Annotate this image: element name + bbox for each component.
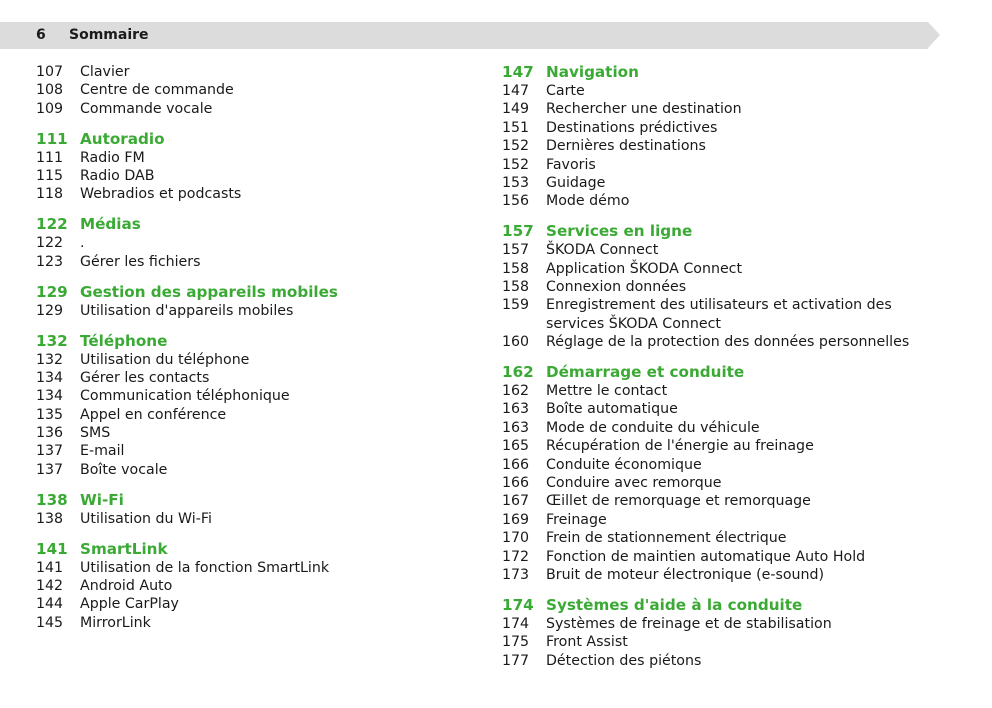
toc-entry[interactable] <box>36 461 456 479</box>
toc-entry[interactable] <box>502 119 952 137</box>
entry-page-number: 111 <box>36 149 64 166</box>
entry-page-number: 138 <box>36 510 64 527</box>
toc-entry[interactable] <box>36 442 456 460</box>
entry-page-number: 157 <box>502 242 530 259</box>
entry-page-number: 144 <box>36 596 64 613</box>
entry-title: Réglage de la protection des données personnelles <box>546 334 910 351</box>
entry-title: Appel en conférence <box>80 406 227 423</box>
entry-title: Gérer les contacts <box>80 369 210 386</box>
entry-title: Dernières destinations <box>546 138 706 155</box>
entry-title: Radio DAB <box>80 168 155 185</box>
entry-page-number: 175 <box>502 634 530 651</box>
toc-entry[interactable] <box>36 595 456 613</box>
entry-page-number: 170 <box>502 530 530 547</box>
entry-title: Mode démo <box>546 193 630 210</box>
entry-page-number: 134 <box>36 369 64 386</box>
entry-page-number: 152 <box>502 138 530 155</box>
toc-entry[interactable] <box>502 382 952 400</box>
header-arrow <box>928 22 940 48</box>
entry-page-number: 135 <box>36 406 64 423</box>
entry-title: Destinations prédictives <box>546 119 718 136</box>
entry-title: Utilisation du Wi-Fi <box>80 510 212 527</box>
entry-title: Webradios et podcasts <box>80 186 242 203</box>
toc-entry[interactable] <box>36 406 456 424</box>
entry-page-number: 145 <box>36 614 64 631</box>
page-title: Sommaire <box>69 27 149 43</box>
entry-title: Frein de stationnement électrique <box>546 530 787 547</box>
toc-entry[interactable] <box>502 437 952 455</box>
toc-section-heading[interactable] <box>36 491 456 510</box>
entry-title: Utilisation du téléphone <box>80 351 250 368</box>
toc-entry[interactable] <box>502 633 952 651</box>
toc-section-heading[interactable] <box>36 130 456 149</box>
toc-entry[interactable] <box>502 156 952 174</box>
entry-title: Clavier <box>80 64 130 80</box>
entry-title: Utilisation d'appareils mobiles <box>80 302 294 319</box>
toc-entry[interactable] <box>502 333 952 351</box>
entry-title: E-mail <box>80 443 125 460</box>
section-page-number: 147 <box>502 63 534 81</box>
toc-entry[interactable] <box>36 100 456 118</box>
entry-page-number: 152 <box>502 156 530 173</box>
toc-right-column <box>502 63 952 670</box>
entry-page-number: 172 <box>502 548 530 565</box>
entry-page-number: 134 <box>36 388 64 405</box>
entry-page-number: 165 <box>502 438 530 455</box>
toc-left-column <box>36 63 456 632</box>
entry-page-number: 174 <box>502 615 530 632</box>
entry-page-number: 151 <box>502 119 530 136</box>
entry-page-number: 153 <box>502 174 530 191</box>
entry-title: Freinage <box>546 511 607 528</box>
entry-title: Rechercher une destination <box>546 101 742 118</box>
toc-entry[interactable] <box>36 559 456 577</box>
entry-title: Boîte automatique <box>546 401 678 418</box>
toc-entry[interactable] <box>36 369 456 387</box>
toc-entry[interactable] <box>502 548 952 566</box>
toc-entry[interactable] <box>36 351 456 369</box>
toc-section-heading[interactable] <box>36 332 456 351</box>
section-title: Wi-Fi <box>80 490 124 509</box>
toc-entry[interactable] <box>502 82 952 100</box>
toc-section-heading[interactable] <box>502 222 952 241</box>
page-number: 6 <box>36 27 46 43</box>
section-page-number: 138 <box>36 490 68 509</box>
toc-entry[interactable] <box>502 529 952 547</box>
entry-page-number: 107 <box>36 64 64 80</box>
section-page-number: 129 <box>36 282 68 301</box>
toc-entry[interactable] <box>502 174 952 192</box>
toc-section-heading[interactable] <box>502 63 952 82</box>
entry-title: Communication téléphonique <box>80 388 290 405</box>
toc-entry[interactable] <box>502 241 952 259</box>
entry-title: Enregistrement des utilisateurs et activation des services ŠKODA Connect <box>546 297 892 332</box>
entry-page-number: 166 <box>502 456 530 473</box>
entry-title: Guidage <box>546 174 606 191</box>
section-page-number: 157 <box>502 222 534 241</box>
toc-entry[interactable] <box>36 81 456 99</box>
toc-entry[interactable] <box>36 185 456 203</box>
entry-page-number: 137 <box>36 461 64 478</box>
entry-title: Boîte vocale <box>80 461 168 478</box>
entry-page-number: 118 <box>36 186 64 203</box>
entry-page-number: 158 <box>502 260 530 277</box>
entry-page-number: 129 <box>36 302 64 319</box>
toc-entry[interactable] <box>502 492 952 510</box>
entry-title: Carte <box>546 83 585 99</box>
section-page-number: 132 <box>36 331 68 350</box>
entry-title: Radio FM <box>80 149 145 166</box>
section-title: Services en ligne <box>546 222 693 241</box>
entry-page-number: 109 <box>36 100 64 117</box>
section-title: Démarrage et conduite <box>546 363 745 382</box>
entry-title: Gérer les fichiers <box>80 253 201 270</box>
toc-entry[interactable] <box>502 474 952 492</box>
section-title: Gestion des appareils mobiles <box>80 282 338 301</box>
entry-title: Application ŠKODA Connect <box>546 260 743 277</box>
toc-entry[interactable] <box>36 63 456 81</box>
toc-entry[interactable] <box>502 566 952 584</box>
entry-title: MirrorLink <box>80 614 151 631</box>
entry-title: Récupération de l'énergie au freinage <box>546 438 814 455</box>
toc-entry[interactable] <box>36 577 456 595</box>
entry-title: Œillet de remorquage et remorquage <box>546 493 811 510</box>
entry-page-number: 132 <box>36 351 64 368</box>
section-page-number: 174 <box>502 595 534 614</box>
entry-page-number: 163 <box>502 419 530 436</box>
entry-page-number: 167 <box>502 493 530 510</box>
entry-title: ŠKODA Connect <box>546 242 659 259</box>
toc-entry[interactable] <box>36 614 456 632</box>
section-page-number: 122 <box>36 215 68 234</box>
entry-page-number: 147 <box>502 83 530 99</box>
entry-page-number: 159 <box>502 297 530 314</box>
entry-page-number: 169 <box>502 511 530 528</box>
entry-page-number: 173 <box>502 567 530 583</box>
toc-entry[interactable] <box>502 400 952 418</box>
entry-title: Fonction de maintien automatique Auto Hold <box>546 548 866 565</box>
entry-title: Connexion données <box>546 279 687 296</box>
entry-title: Android Auto <box>80 578 173 595</box>
section-title: Autoradio <box>80 129 165 148</box>
toc-entry[interactable] <box>36 167 456 185</box>
toc-section-heading[interactable] <box>36 215 456 234</box>
toc-entry[interactable] <box>502 192 952 210</box>
toc-section-heading[interactable] <box>36 540 456 559</box>
section-title: Médias <box>80 215 141 234</box>
entry-title: . <box>80 235 85 252</box>
entry-title: Favoris <box>546 156 596 173</box>
entry-page-number: 156 <box>502 193 530 210</box>
section-title: Téléphone <box>80 331 168 350</box>
toc-entry[interactable] <box>36 234 456 252</box>
entry-title: Conduite économique <box>546 456 702 473</box>
entry-page-number: 158 <box>502 279 530 296</box>
entry-page-number: 141 <box>36 559 64 576</box>
toc-entry[interactable] <box>502 100 952 118</box>
entry-page-number: 163 <box>502 401 530 418</box>
toc-entry[interactable] <box>36 253 456 271</box>
section-title: Navigation <box>546 63 639 81</box>
toc-entry[interactable] <box>502 296 952 333</box>
toc-section-heading[interactable] <box>502 596 952 615</box>
entry-title: SMS <box>80 425 111 442</box>
toc-entry[interactable] <box>36 149 456 167</box>
entry-title: Systèmes de freinage et de stabilisation <box>546 615 832 632</box>
entry-page-number: 123 <box>36 253 64 270</box>
toc-entry[interactable] <box>502 419 952 437</box>
toc-entry[interactable] <box>36 302 456 320</box>
entry-title: Commande vocale <box>80 100 213 117</box>
section-page-number: 162 <box>502 363 534 382</box>
toc-entry[interactable] <box>36 387 456 405</box>
section-page-number: 111 <box>36 129 68 148</box>
toc-section-heading[interactable] <box>36 283 456 302</box>
entry-page-number: 122 <box>36 235 64 252</box>
toc-entry[interactable] <box>502 652 952 670</box>
entry-page-number: 136 <box>36 425 64 442</box>
entry-title: Conduire avec remorque <box>546 475 722 492</box>
toc-entry[interactable] <box>502 511 952 529</box>
toc-entry[interactable] <box>36 510 456 528</box>
toc-entry[interactable] <box>36 424 456 442</box>
section-title: SmartLink <box>80 539 168 558</box>
entry-title: Mettre le contact <box>546 383 668 400</box>
toc-entry[interactable] <box>502 137 952 155</box>
entry-title: Détection des piétons <box>546 652 702 669</box>
toc-section-heading[interactable] <box>502 363 952 382</box>
toc-entry[interactable] <box>502 260 952 278</box>
entry-page-number: 115 <box>36 168 64 185</box>
entry-page-number: 108 <box>36 82 64 99</box>
entry-title: Centre de commande <box>80 82 234 99</box>
entry-page-number: 160 <box>502 334 530 351</box>
entry-title: Utilisation de la fonction SmartLink <box>80 559 330 576</box>
toc-entry[interactable] <box>502 615 952 633</box>
section-title: Systèmes d'aide à la conduite <box>546 595 803 614</box>
entry-page-number: 149 <box>502 101 530 118</box>
toc-entry[interactable] <box>502 278 952 296</box>
entry-title: Front Assist <box>546 634 628 651</box>
entry-page-number: 177 <box>502 652 530 669</box>
entry-title: Mode de conduite du véhicule <box>546 419 760 436</box>
toc-entry[interactable] <box>502 456 952 474</box>
entry-title: Bruit de moteur électronique (e-sound) <box>546 567 825 583</box>
entry-page-number: 166 <box>502 475 530 492</box>
section-page-number: 141 <box>36 539 68 558</box>
entry-page-number: 142 <box>36 578 64 595</box>
entry-page-number: 137 <box>36 443 64 460</box>
entry-page-number: 162 <box>502 383 530 400</box>
entry-title: Apple CarPlay <box>80 596 179 613</box>
